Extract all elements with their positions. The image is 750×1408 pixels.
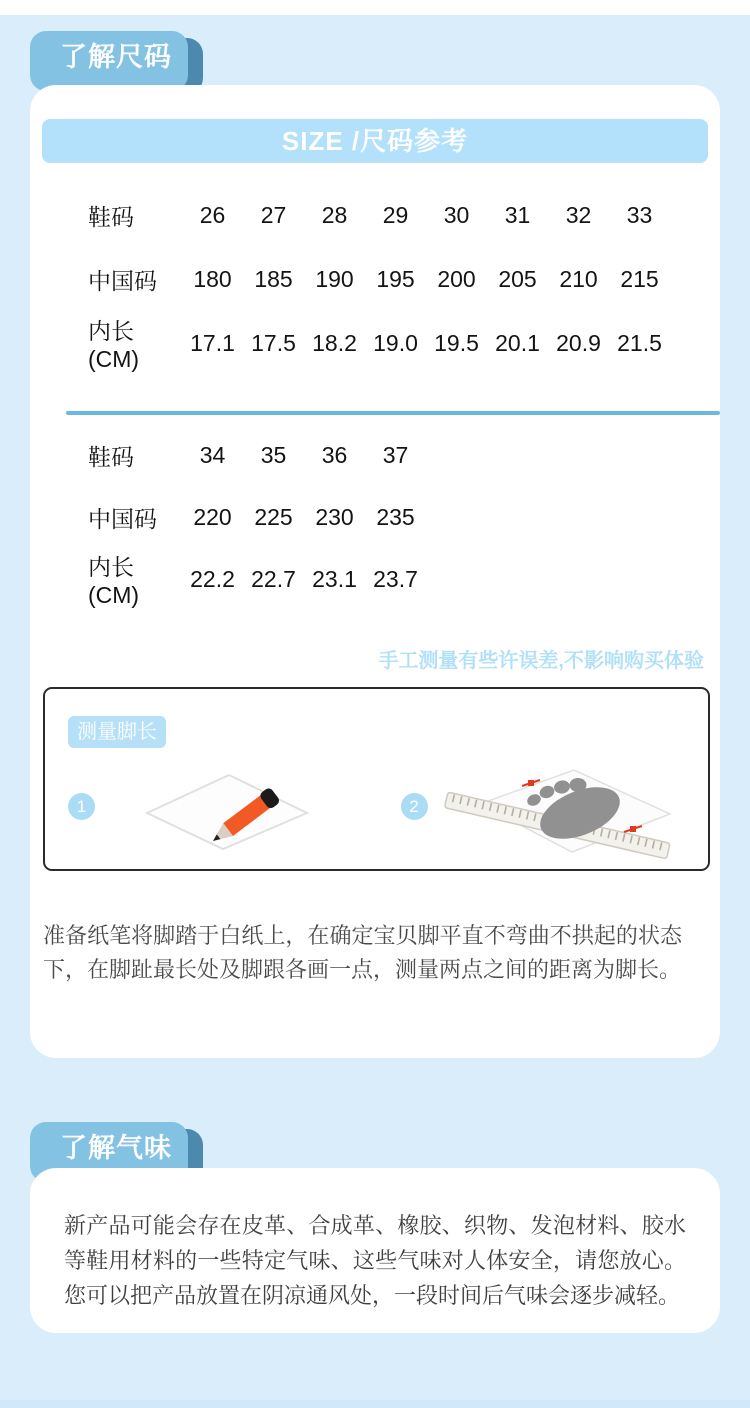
- size-cell: 23.1: [312, 565, 357, 592]
- size-cell: 21.5: [617, 329, 662, 356]
- bottom-edge-strip: [0, 1400, 750, 1408]
- table-row: [30, 424, 720, 486]
- size-cell: 19.0: [373, 329, 418, 356]
- size-card: [30, 85, 720, 1058]
- section-tab-size: [30, 31, 188, 91]
- size-chart-header: SIZE /尺码参考: [42, 119, 708, 163]
- size-cell: 17.5: [251, 329, 296, 356]
- size-cell: 180: [193, 265, 232, 292]
- step-2-number: 2: [401, 793, 428, 820]
- size-cell: 31: [504, 201, 531, 228]
- size-cell: 32: [565, 201, 592, 228]
- size-cell: 34: [199, 441, 226, 468]
- size-cell: 225: [254, 503, 293, 530]
- size-cell: 210: [559, 265, 598, 292]
- size-cell: 36: [321, 441, 348, 468]
- size-cell: 20.9: [556, 329, 601, 356]
- measure-steps: [45, 750, 708, 862]
- row-label: 鞋码: [88, 443, 134, 470]
- size-cell: 37: [382, 441, 409, 468]
- size-cell: 29: [382, 201, 409, 228]
- size-cell: 23.7: [373, 565, 418, 592]
- table-row: [30, 183, 720, 247]
- table-row: [30, 548, 720, 610]
- size-cell: 26: [199, 201, 226, 228]
- foot-ruler-illustration: [438, 750, 688, 862]
- size-cell: 230: [315, 503, 354, 530]
- measure-step-2: [377, 750, 709, 862]
- size-cell: 190: [315, 265, 354, 292]
- size-cell: 195: [376, 265, 415, 292]
- odor-description-text: 新产品可能会存在皮革、合成革、橡胶、织物、发泡材料、胶水等鞋用材料的一些特定气味、这些气味对人体安全，请您放心。您可以把产品放置在阴凉通风处，一段时间后气味会逐步减轻。: [64, 1213, 686, 1308]
- size-cell: 28: [321, 201, 348, 228]
- table-row: [30, 486, 720, 548]
- size-cell: 200: [437, 265, 476, 292]
- row-label: 中国码: [88, 267, 157, 294]
- row-label: 内长(CM): [88, 554, 140, 608]
- size-cell: 20.1: [495, 329, 540, 356]
- size-table-2: [30, 424, 720, 610]
- size-cell: 215: [620, 265, 659, 292]
- table-row: [30, 247, 720, 311]
- size-cell: 17.1: [190, 329, 235, 356]
- paper-pencil-illustration: [137, 753, 317, 859]
- size-cell: 18.2: [312, 329, 357, 356]
- odor-card: [30, 1168, 720, 1333]
- size-cell: 22.2: [190, 565, 235, 592]
- step-1-number: 1: [68, 793, 95, 820]
- size-cell: 19.5: [434, 329, 479, 356]
- row-label: 内长(CM): [88, 318, 140, 372]
- size-cell: 30: [443, 201, 470, 228]
- measurement-disclaimer: 手工测量有些许误差,不影响购买体验: [378, 650, 704, 672]
- size-cell: 185: [254, 265, 293, 292]
- row-label: 中国码: [88, 505, 157, 532]
- size-cell: 27: [260, 201, 287, 228]
- top-white-strip: [0, 0, 750, 15]
- section-tab-size-label: 了解尺码: [30, 31, 188, 91]
- row-label: 鞋码: [88, 203, 134, 230]
- measure-foot-box: [43, 687, 710, 871]
- size-table-1: [30, 183, 720, 375]
- size-cell: 205: [498, 265, 537, 292]
- size-cell: 35: [260, 441, 287, 468]
- measuring-instruction-text: 准备纸笔将脚踏于白纸上，在确定宝贝脚平直不弯曲不拱起的状态下，在脚趾最长处及脚跟各画一点，测量两点之间的距离为脚长。: [43, 923, 682, 982]
- section-tab-odor-label: 了解气味: [30, 1122, 188, 1182]
- size-cell: 33: [626, 201, 653, 228]
- table-row: [30, 311, 720, 375]
- size-cell: 22.7: [251, 565, 296, 592]
- measure-foot-badge: 测量脚长: [68, 716, 166, 748]
- table-divider: [66, 411, 720, 415]
- size-cell: 235: [376, 503, 415, 530]
- measure-step-1: [45, 753, 377, 859]
- size-cell: 220: [193, 503, 232, 530]
